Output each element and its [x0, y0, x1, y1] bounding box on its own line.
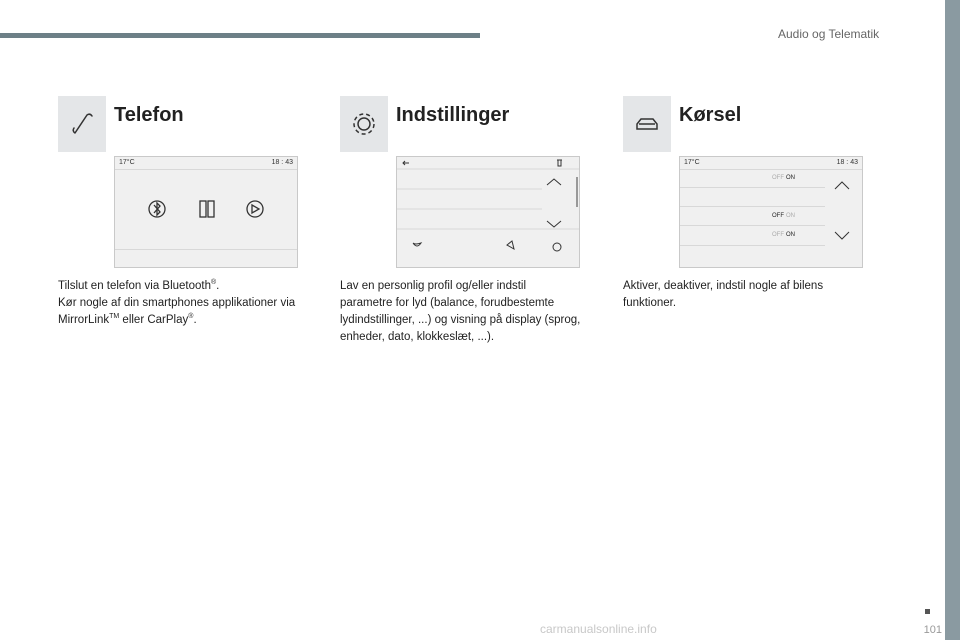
phone-screen-preview [114, 156, 298, 268]
section-title: Telefon [114, 104, 184, 126]
toggle-off-label: OFF [772, 232, 784, 238]
chapter-title: Audio og Telematik [778, 27, 880, 41]
section-description: Tilslut en telefon via Bluetooth®. Kør nogle af din smartphones applikationer via MirrorLink™ eller CarPlay®. [58, 279, 296, 326]
page-edge-tab [945, 0, 960, 640]
watermark: carmanualsonline.info [540, 622, 657, 636]
scroll-arrows [830, 177, 860, 247]
settings-screen-preview [396, 156, 580, 268]
phone-app-icons [145, 197, 275, 221]
toggle-off-label: OFF [772, 175, 784, 181]
clock: 18 : 43 [271, 159, 293, 166]
settings-ui-sketch [397, 157, 579, 267]
car-icon [623, 96, 671, 152]
section-description: Aktiver, deaktiver, indstil nogle af bilens funktioner. [623, 280, 824, 309]
status-bar: 17°C 18 : 43 [119, 159, 293, 166]
phone-handset-icon [58, 96, 106, 152]
page-number: 101 [923, 624, 942, 636]
clock: 18 : 43 [836, 159, 858, 166]
section-description: Lav en personlig profil og/eller indstil parametre for lyd (balance, forudbestemte lydindstillinger, ...) og visning på display (sprog, enheder, dato, klokkeslæt, ...). [340, 280, 581, 343]
status-bar: 17°C 18 : 43 [684, 159, 858, 166]
toggle-on-label: ON [786, 213, 795, 219]
toggle-off-label: OFF [772, 213, 784, 219]
toggle-on-label: ON [786, 232, 795, 238]
header-rule [0, 33, 480, 38]
toggle-on-label: ON [786, 175, 795, 181]
gear-icon [340, 96, 388, 152]
driving-screen-preview [679, 156, 863, 268]
page-marker [925, 609, 930, 614]
section-title: Kørsel [679, 104, 742, 126]
section-title: Indstillinger [396, 104, 510, 126]
